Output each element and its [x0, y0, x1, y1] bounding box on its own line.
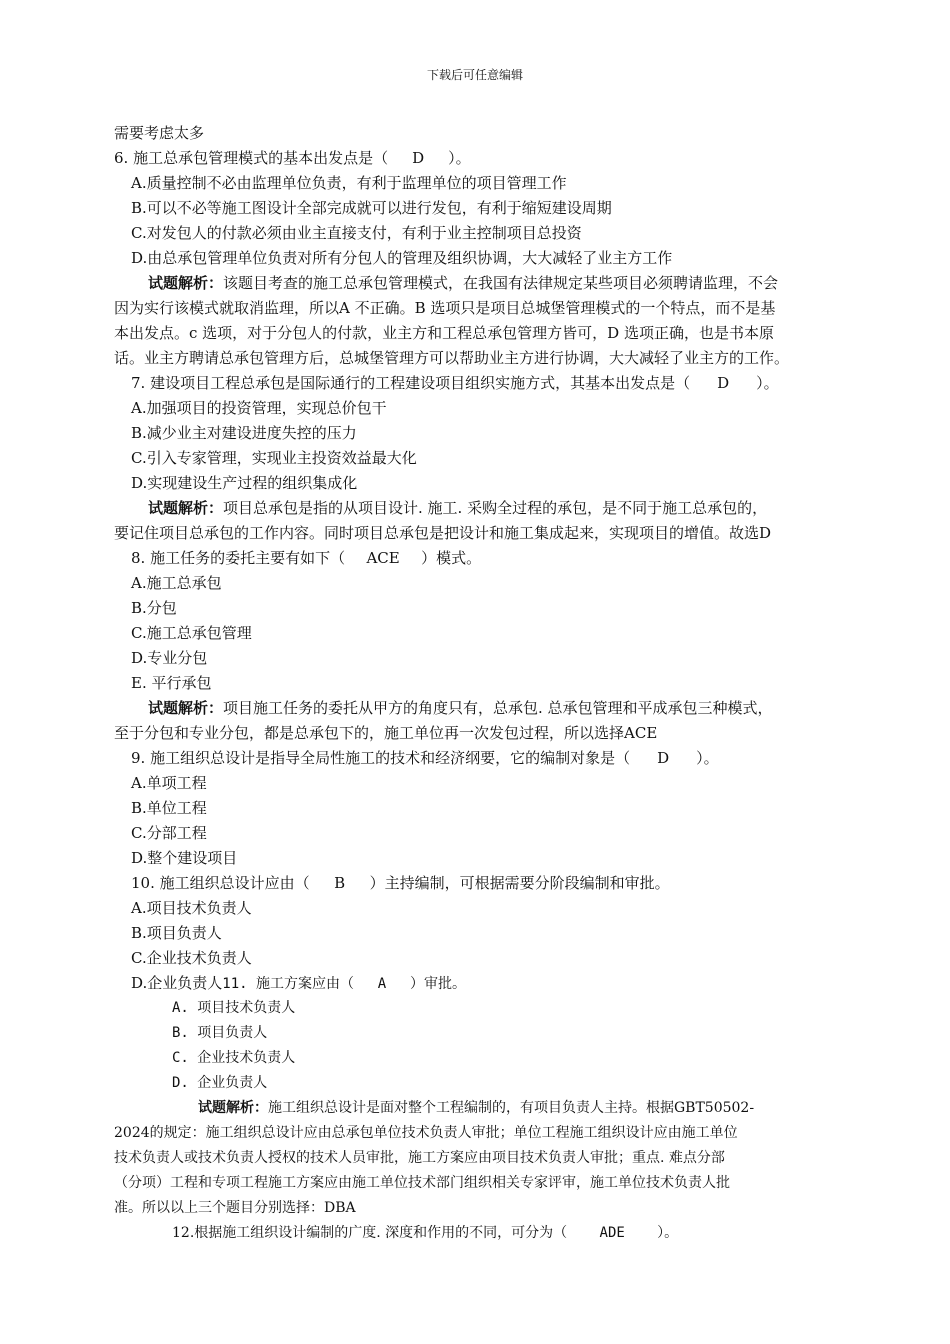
question-8-option: B.分包 [131, 599, 177, 617]
question-10-option-with-q11: D.企业负责人11. 施工方案应由（ A ）审批。 [131, 971, 466, 996]
question-8-option: A.施工总承包 [131, 574, 222, 592]
analysis-line: 话。业主方聘请总承包管理方后，总城堡管理方可以帮助业主方进行协调，大大减轻了业主方的工作。 [114, 349, 790, 367]
question-6-analysis: 试题解析：该题目考查的施工总承包管理模式，在我国有法律规定某些项目必须聘请监理，不会 [148, 274, 779, 292]
question-9-option: A.单项工程 [131, 774, 207, 792]
analysis-line: 准。所以以上三个题目分别选择：DBA [114, 1200, 356, 1216]
question-10-stem: 10. 施工组织总设计应由（ B ）主持编制，可根据需要分阶段编制和审批。 [131, 871, 670, 896]
question-9-answer: D [657, 749, 670, 767]
question-7-option: D.实现建设生产过程的组织集成化 [131, 474, 358, 492]
analysis-line: 2024的规定：施工组织总设计应由总承包单位技术负责人审批；单位工程施工组织设计应由施工单位 [114, 1125, 738, 1141]
intro-text: 需要考虑太多 [114, 124, 205, 142]
question-7-analysis: 试题解析：项目总承包是指的从项目设计. 施工. 采购全过程的承包，是不同于施工总承包的， [148, 499, 768, 517]
question-10-option: C.企业技术负责人 [131, 949, 252, 967]
analysis-line: 因为实行该模式就取消监理，所以A 不正确。B 选项只是项目总城堡管理模式的一个特点，而不是基 [114, 299, 776, 317]
analysis-line: 技术负责人或技术负责人授权的技术人员审批，施工方案应由项目技术负责人审批；重点. 难点分部 [114, 1150, 725, 1166]
question-9-stem: 9. 施工组织总设计是指导全局性施工的技术和经济纲要，它的编制对象是（ D ）。 [131, 746, 719, 771]
question-8-option: E. 平行承包 [131, 674, 212, 692]
question-9-option: C.分部工程 [131, 824, 207, 842]
question-8-analysis: 试题解析：项目施工任务的委托从甲方的角度只有，总承包. 总承包管理和平成承包三种模式， [148, 699, 773, 717]
question-11-option: D. 企业负责人 [172, 1075, 268, 1091]
question-11-analysis: 试题解析：施工组织总设计是面对整个工程编制的，有项目负责人主持。根据GBT50502- [198, 1100, 755, 1116]
question-11-option: B. 项目负责人 [172, 1025, 268, 1041]
question-6-stem: 6. 施工总承包管理模式的基本出发点是（ D ）。 [114, 146, 471, 171]
question-8-stem: 8. 施工任务的委托主要有如下（ ACE ）模式。 [131, 546, 481, 571]
analysis-line: （分项）工程和专项工程施工方案应由施工单位技术部门组织相关专家评审，施工单位技术负责人批 [114, 1175, 730, 1191]
question-7-option: C.引入专家管理，实现业主投资效益最大化 [131, 449, 417, 467]
page-header: 下载后可任意编辑 [426, 68, 523, 82]
question-6-option: B.可以不必等施工图设计全部完成就可以进行发包，有利于缩短建设周期 [131, 199, 612, 217]
analysis-label: 试题解析： [148, 699, 224, 717]
question-10-answer: B [334, 874, 346, 892]
analysis-label: 试题解析： [198, 1100, 268, 1116]
question-6-answer: D [412, 149, 425, 167]
question-8-option: D.专业分包 [131, 649, 208, 667]
question-6-option: A.质量控制不必由监理单位负责，有利于监理单位的项目管理工作 [131, 174, 567, 192]
question-7-answer: D [717, 374, 730, 392]
question-11-stem: 11. 施工方案应由（ A ）审批。 [222, 976, 466, 992]
analysis-label: 试题解析： [148, 274, 224, 292]
question-8-answer: ACE [366, 549, 400, 567]
question-7-option: A.加强项目的投资管理，实现总价包干 [131, 399, 387, 417]
question-12-answer: ADE [599, 1225, 625, 1241]
question-9-option: B.单位工程 [131, 799, 207, 817]
analysis-label: 试题解析： [148, 499, 224, 517]
question-7-option: B.减少业主对建设进度失控的压力 [131, 424, 357, 442]
question-9-option: D.整个建设项目 [131, 849, 238, 867]
analysis-line: 本出发点。c 选项，对于分包人的付款，业主方和工程总承包管理方皆可，D 选项正确，也是书本原 [114, 324, 774, 342]
analysis-line: 至于分包和专业分包，都是总承包下的，施工单位再一次发包过程，所以选择ACE [114, 724, 658, 742]
question-7-stem: 7. 建设项目工程总承包是国际通行的工程建设项目组织实施方式，其基本出发点是（ D ）。 [131, 371, 779, 396]
question-6-option: C.对发包人的付款必须由业主直接支付，有利于业主控制项目总投资 [131, 224, 582, 242]
question-11-answer: A [377, 976, 387, 992]
question-11-option: C. 企业技术负责人 [172, 1050, 296, 1066]
analysis-line: 要记住项目总承包的工作内容。同时项目总承包是把设计和施工集成起来，实现项目的增值。故选D [114, 524, 772, 542]
question-10-option: B.项目负责人 [131, 924, 222, 942]
question-11-option: A. 项目技术负责人 [172, 1000, 296, 1016]
question-10-option: A.项目技术负责人 [131, 899, 252, 917]
question-12-stem: 12.根据施工组织设计编制的广度. 深度和作用的不同，可分为（ ADE ）。 [172, 1221, 678, 1246]
question-8-option: C.施工总承包管理 [131, 624, 252, 642]
question-6-option: D.由总承包管理单位负责对所有分包人的管理及组织协调，大大减轻了业主方工作 [131, 249, 673, 267]
